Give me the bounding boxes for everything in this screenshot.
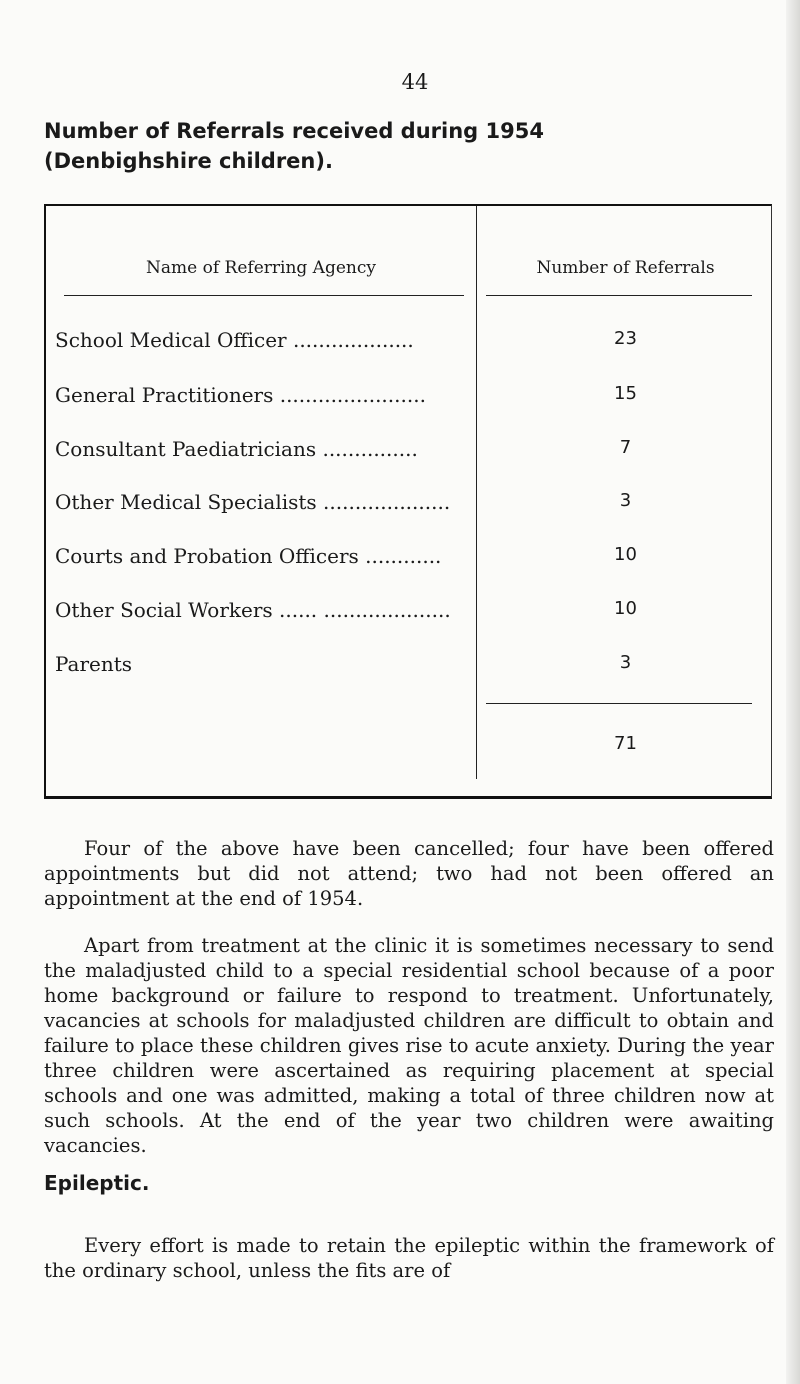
title-line-1: Number of Referrals received during 1954 [44,119,544,143]
table-row [46,490,774,524]
page-edge-shadow [786,0,800,1384]
header-referring-agency: Name of Referring Agency [146,258,376,278]
table-row [46,328,774,362]
agency-name: Other Medical Specialists .................... [55,490,451,514]
total-referrals: 71 [614,733,637,754]
table-row [46,598,774,632]
paragraph-residential-schools: Apart from treatment at the clinic it is sometimes necessary to send the maladjusted child to a special residential school because of a poor home background or failure to respond to treatment. Unfortunately, vacancies at schools for maladjusted children are difficult to obtain and failure to place these children gives rise to acute anxiety. During the year three children were ascertained as requiring placement at special schools and one was admitted, making a total of three children now at such schools. At the end of the year two children were awaiting vacancies. [44,934,774,1157]
agency-name: Courts and Probation Officers ............ [55,544,442,568]
referral-count: 3 [619,490,632,511]
header-underline-right [486,295,752,296]
table-row [46,652,774,686]
referral-count: 15 [614,383,637,404]
referral-count: 7 [619,437,632,458]
referral-count: 23 [614,328,637,349]
referral-count: 10 [614,544,637,565]
agency-name: Consultant Paediatricians ............... [55,437,418,461]
table-row [46,437,774,471]
paragraph-cancellations: Four of the above have been cancelled; four have been offered appointments but did not attend; two had not been offered an appointment at the end of 1954. [44,837,774,910]
section-heading-epileptic: Epileptic. [44,1171,150,1195]
agency-name: General Practitioners ....................... [55,383,426,407]
agency-name: Parents [55,652,133,676]
paragraph-epileptic: Every effort is made to retain the epileptic within the framework of the ordinary school, unless the fits are of [44,1234,774,1282]
table-row [46,383,774,417]
table-row [46,544,774,578]
title-line-2: (Denbighshire children). [44,149,333,173]
referral-count: 3 [619,652,632,673]
referrals-table [44,204,772,799]
page-number: 44 [401,70,429,94]
document-title [44,116,544,176]
agency-name: School Medical Officer ................... [55,328,414,352]
header-underline-left [64,295,464,296]
total-rule [486,703,752,704]
header-number-of-referrals: Number of Referrals [536,258,715,278]
referral-count: 10 [614,598,637,619]
agency-name: Other Social Workers ...... .................... [55,598,451,622]
